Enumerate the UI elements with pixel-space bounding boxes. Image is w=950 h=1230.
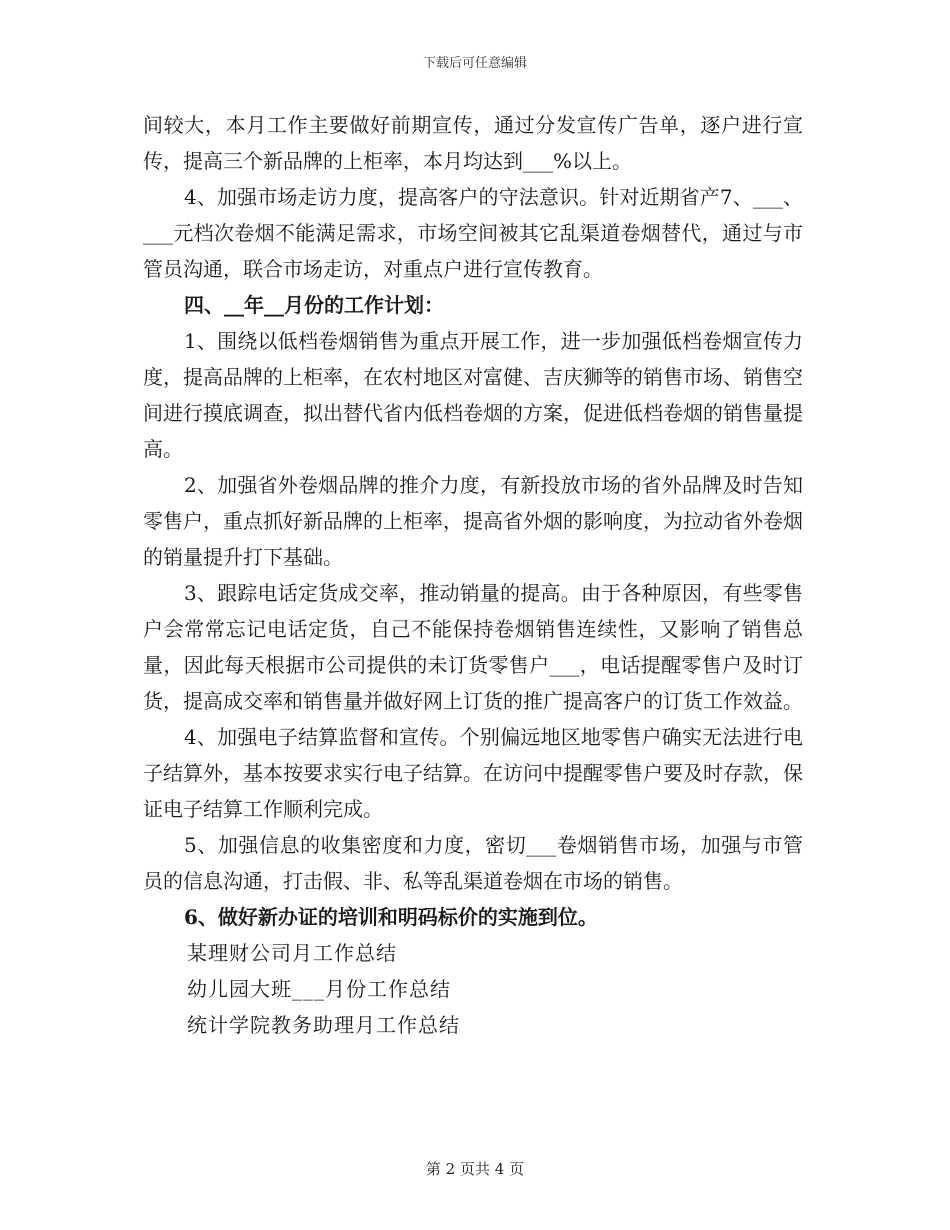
related-link-kindergarten-summary: 幼儿园大班___月份工作总结 — [187, 977, 451, 1001]
paragraph-item-4-market-visits: 4、加强市场走访力度，提高客户的守法意识。针对近期省产7、___、___元档次卷烟不能满足需求，市场空间被其它乱渠道卷烟替代，通过与市管员沟通，联合市场走访，对重点户进行宣传教育。 — [143, 185, 803, 281]
document-body — [143, 107, 803, 1043]
section-heading-work-plan: 四、__年__月份的工作计划： — [184, 293, 444, 317]
page-number: 第 2 页共 4 页 — [425, 1160, 525, 1178]
paragraph-plan-item-3: 3、跟踪电话定货成交率，推动销量的提高。由于各种原因，有些零售户会常常忘记电话定货，自己不能保持卷烟销售连续性，又影响了销售总量，因此每天根据市公司提供的未订货零售户___，电话提醒零售户及时订货，提高成交率和销售量并做好网上订货的推广提高客户的订货工作效益。 — [143, 581, 803, 713]
paragraph-continuation: 间较大，本月工作主要做好前期宣传，通过分发宣传广告单，逐户进行宣传，提高三个新品牌的上柜率，本月均达到___%以上。 — [143, 113, 803, 173]
paragraph-plan-item-4: 4、加强电子结算监督和宣传。个别偏远地区地零售户确实无法进行电子结算外，基本按要求实行电子结算。在访问中提醒零售户要及时存款，保证电子结算工作顺利完成。 — [143, 725, 803, 821]
paragraph-plan-item-1: 1、围绕以低档卷烟销售为重点开展工作，进一步加强低档卷烟宣传力度，提高品牌的上柜率，在农村地区对富健、吉庆狮等的销售市场、销售空间进行摸底调查，拟出替代省内低档卷烟的方案，促进低档卷烟的销售量提高。 — [143, 329, 803, 461]
paragraph-plan-item-5: 5、加强信息的收集密度和力度，密切___卷烟销售市场，加强与市管员的信息沟通，打击假、非、私等乱渠道卷烟在市场的销售。 — [143, 833, 803, 893]
paragraph-plan-item-6: 6、做好新办证的培训和明码标价的实施到位。 — [184, 905, 598, 929]
page-header: 下载后可任意编辑 — [422, 56, 527, 71]
related-link-statistics-summary: 统计学院教务助理月工作总结 — [187, 1013, 460, 1037]
related-link-finance-summary: 某理财公司月工作总结 — [187, 941, 397, 965]
paragraph-plan-item-2: 2、加强省外卷烟品牌的推介力度，有新投放市场的省外品牌及时告知零售户，重点抓好新品牌的上柜率，提高省外烟的影响度，为拉动省外卷烟的销量提升打下基础。 — [143, 473, 803, 569]
